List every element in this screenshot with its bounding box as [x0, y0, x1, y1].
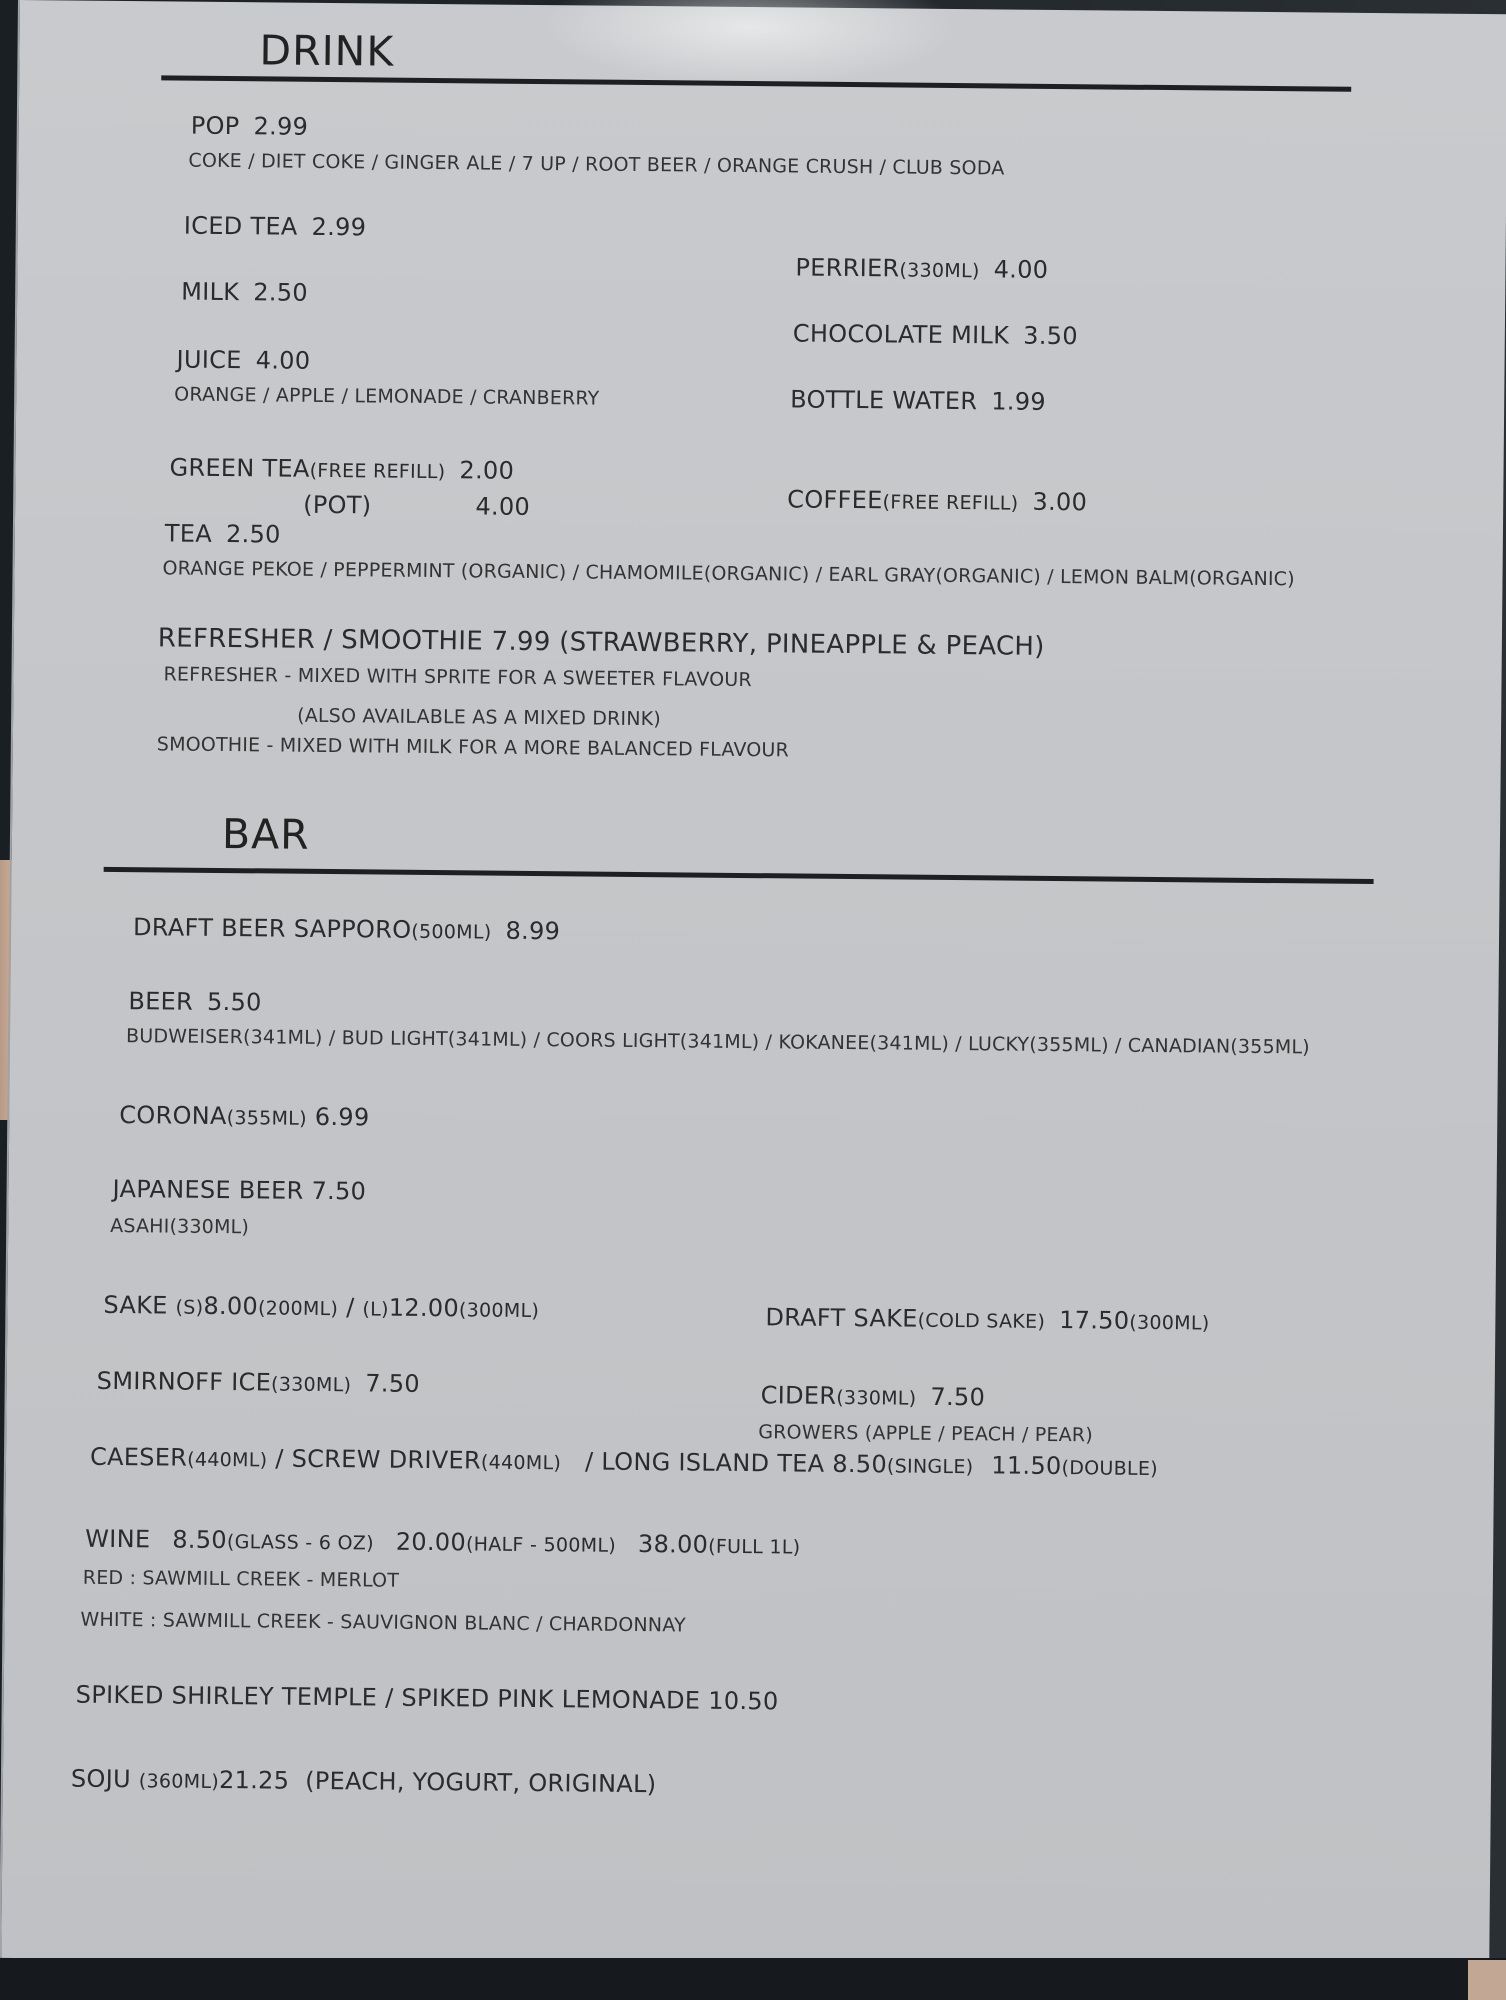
glass-label: (GLASS - 6 OZ) [226, 1531, 374, 1555]
item-name: BEER [128, 987, 194, 1016]
item-size: (500ML) [411, 920, 492, 944]
menu-item-juice [176, 346, 310, 375]
menu-item-sake [103, 1291, 539, 1323]
item-name: MILK [181, 277, 240, 307]
menu-item-perrier [795, 253, 1048, 283]
item-note: (COLD SAKE) [917, 1309, 1046, 1333]
item-price: 4.00 [475, 492, 531, 521]
half-label: (HALF - 500ML) [465, 1533, 617, 1557]
item-note: (FREE REFILL) [882, 491, 1019, 515]
separator: / [584, 1447, 594, 1476]
menu-item-bottle-water [790, 385, 1046, 415]
refresher-line-3: SMOOTHIE - MIXED WITH MILK FOR A MORE BALANCED FLAVOUR [156, 733, 790, 762]
item-name: PERRIER [795, 253, 900, 283]
menu-item-wine [85, 1525, 800, 1560]
menu-item-beer [128, 987, 262, 1016]
item-size: (330ML) [836, 1386, 917, 1410]
item-price: 2.50 [253, 278, 309, 307]
item-name: ICED TEA [183, 211, 298, 241]
item-name: JUICE [176, 345, 242, 375]
item-price: 21.25 [218, 1766, 290, 1795]
half-price: 20.00 [395, 1527, 467, 1557]
item-size: (360ML) [138, 1770, 220, 1794]
item-name: SOJU [70, 1764, 132, 1794]
double-price: 11.50 [991, 1451, 1062, 1481]
double-label: (DOUBLE) [1061, 1457, 1158, 1481]
full-price: 38.00 [637, 1530, 709, 1559]
item-note: (FREE REFILL) [309, 459, 446, 484]
item-name: JAPANESE BEER [112, 1174, 304, 1205]
menu-item-soju [71, 1765, 657, 1799]
item-price: 2.50 [225, 520, 281, 549]
item-price: 4.00 [993, 255, 1049, 284]
item-price: 3.00 [1032, 487, 1088, 517]
soju-flavours: (PEACH, YOGURT, ORIGINAL) [305, 1766, 657, 1799]
item-name: (POT) [303, 490, 372, 520]
menu-item-smirnoff [97, 1367, 420, 1398]
item-name: COFFEE [787, 485, 883, 515]
menu-item-draft-beer [133, 913, 560, 945]
table-edge [0, 1958, 1506, 2000]
beer-options: BUDWEISER(341ML) / BUD LIGHT(341ML) / COORS LIGHT(341ML) / KOKANEE(341ML) / LUCKY(355ML) / CANADIAN(355ML) [125, 1025, 1310, 1059]
screwdriver: SCREW DRIVER [291, 1444, 482, 1475]
single-label: (SINGLE) [886, 1455, 974, 1479]
item-price: 2.00 [459, 456, 515, 485]
wine-white: WHITE : SAWMILL CREEK - SAUVIGNON BLANC / CHARDONNAY [80, 1608, 686, 1637]
menu-item-pop [191, 112, 309, 141]
item-price: 1.99 [991, 387, 1047, 416]
menu-item-green-tea [169, 453, 514, 484]
drink-heading: DRINK [259, 26, 395, 76]
menu-item-milk [181, 278, 308, 307]
cider-options: GROWERS (APPLE / PEACH / PEAR) [758, 1421, 1093, 1447]
menu-item-coffee [787, 485, 1087, 516]
menu-item-mixed-drinks [90, 1443, 1158, 1481]
menu-item-cider [761, 1381, 986, 1411]
item-price: 2.99 [253, 112, 309, 141]
item-price: 4.00 [255, 346, 311, 375]
item-name: GREEN TEA [169, 453, 310, 483]
glass-price: 8.50 [172, 1525, 228, 1555]
screwdriver-size: (440ML) [480, 1451, 562, 1475]
menu-item-green-tea-pot [303, 491, 530, 521]
item-size: (355ML) [226, 1107, 307, 1130]
long-island: LONG ISLAND TEA [601, 1447, 825, 1478]
refresher-line-1: REFRESHER - MIXED WITH SPRITE FOR A SWEETER FLAVOUR [163, 663, 752, 692]
single-price: 8.50 [832, 1449, 888, 1479]
item-name: BOTTLE WATER [790, 385, 978, 416]
item-name: SPIKED SHIRLEY TEMPLE / SPIKED PINK LEMONADE [75, 1680, 701, 1715]
menu-item-corona [119, 1101, 369, 1131]
item-price: 2.99 [311, 212, 367, 242]
item-price: 5.50 [206, 987, 262, 1017]
item-price: 17.50 [1059, 1306, 1130, 1335]
menu-item-japanese-beer [112, 1175, 366, 1205]
finger [1468, 1960, 1506, 2000]
sake-small-size: (200ML) [257, 1297, 339, 1321]
wine-red: RED : SAWMILL CREEK - MERLOT [82, 1566, 400, 1592]
item-name: DRAFT SAKE [765, 1303, 918, 1333]
separator: / [275, 1444, 284, 1473]
item-name: SAKE [103, 1290, 168, 1320]
sake-small-label: (S) [175, 1296, 204, 1319]
sake-large-size: (300ML) [458, 1299, 540, 1323]
sake-separator: / [346, 1293, 355, 1322]
item-price: 6.99 [314, 1102, 370, 1132]
menu-item-spiked [76, 1681, 779, 1716]
item-size: (330ML) [271, 1373, 352, 1397]
tea-options: ORANGE PEKOE / PEPPERMINT (ORGANIC) / CHAMOMILE(ORGANIC) / EARL GRAY(ORGANIC) / LEMON BALM(ORGANIC) [162, 557, 1295, 591]
menu-item-iced-tea [184, 212, 367, 242]
menu-item-refresher: REFRESHER / SMOOTHIE 7.99 (STRAWBERRY, PINEAPPLE & PEACH) [157, 623, 1045, 662]
item-price: 8.99 [505, 916, 561, 946]
bar-rule [104, 867, 1374, 884]
item-name: CIDER [760, 1381, 837, 1410]
item-name: POP [190, 111, 240, 141]
sake-large-label: (L) [362, 1298, 389, 1321]
item-size: (330ML) [899, 259, 980, 283]
item-name: CHOCOLATE MILK [792, 319, 1010, 350]
item-name: SMIRNOFF ICE [96, 1366, 272, 1397]
item-price: 7.50 [311, 1176, 367, 1206]
item-name: DRAFT BEER SAPPORO [132, 913, 412, 944]
item-size: (300ML) [1129, 1311, 1210, 1335]
full-label: (FULL 1L) [708, 1535, 801, 1559]
item-name: WINE [85, 1524, 151, 1554]
sake-small-price: 8.00 [203, 1291, 259, 1321]
item-price: 7.50 [365, 1369, 421, 1398]
menu-item-draft-sake [765, 1303, 1209, 1335]
bar-heading: BAR [221, 809, 310, 859]
item-name: TEA [164, 519, 213, 548]
item-name: CORONA [119, 1101, 227, 1131]
menu-item-tea [165, 519, 281, 548]
pop-options: COKE / DIET COKE / GINGER ALE / 7 UP / ROOT BEER / ORANGE CRUSH / CLUB SODA [188, 149, 1005, 180]
item-price: 10.50 [708, 1686, 779, 1716]
caeser-size: (440ML) [187, 1448, 268, 1472]
item-price: 3.50 [1023, 321, 1078, 351]
caeser: CAESER [89, 1442, 188, 1472]
item-price: 7.50 [930, 1382, 986, 1412]
menu-item-chocolate-milk [793, 319, 1078, 350]
refresher-line-2: (ALSO AVAILABLE AS A MIXED DRINK) [297, 704, 662, 731]
juice-options: ORANGE / APPLE / LEMONADE / CRANBERRY [174, 383, 600, 410]
japanese-beer-options: ASAHI(330ML) [110, 1214, 250, 1239]
sake-large-price: 12.00 [388, 1293, 460, 1323]
glare [539, 0, 960, 89]
